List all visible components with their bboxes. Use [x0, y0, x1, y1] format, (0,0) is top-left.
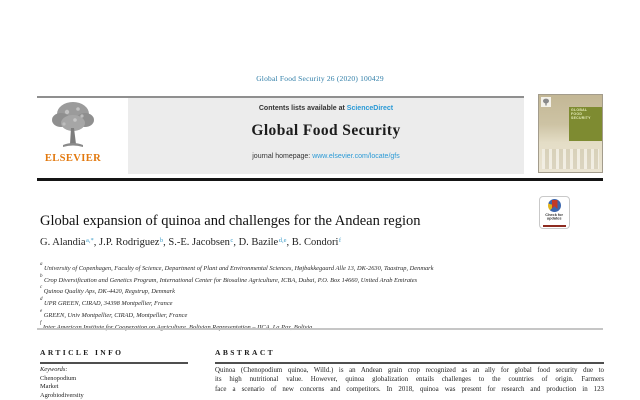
homepage-prefix: journal homepage:: [252, 153, 313, 160]
keyword-list: [40, 375, 188, 400]
keyword-item: Agrobiodiversity: [40, 392, 84, 400]
author-affiliation-marker: a,*: [86, 236, 94, 244]
affiliation-marker: f: [40, 320, 42, 326]
affiliation-marker: b: [40, 273, 43, 279]
cover-title-line: GLOBAL: [570, 108, 587, 112]
affiliation-text: Quinoa Quality Aps, DK-4420, Regstrup, Denmark: [43, 288, 175, 296]
keywords-block: [40, 366, 188, 400]
abstract-rule: [215, 362, 604, 364]
article-title: Global expansion of quinoa and challenges for the Andean region: [40, 213, 421, 229]
keyword-item: Market: [40, 383, 59, 391]
article-info-rule: [40, 362, 188, 364]
sciencedirect-link[interactable]: ScienceDirect: [346, 105, 394, 112]
homepage-line: [128, 153, 524, 160]
affiliation-text: GREEN, Univ Montpellier, CIRAD, Montpellier, France: [43, 312, 188, 319]
masthead-bottom-rule: [37, 178, 603, 181]
author: [168, 237, 238, 248]
author-separator: ,: [286, 237, 292, 248]
affiliation-text: University of Copenhagen, Faculty of Science, Department of Plant and Environmental Sciences, Højbakkegaard Alle 13, DK-2630, Taastrup, Denmark: [44, 265, 434, 273]
homepage-link[interactable]: www.elsevier.com/locate/gfs: [312, 153, 400, 160]
article-info-section: [40, 348, 188, 400]
author: [292, 237, 341, 248]
keyword-item: Chenopodium: [40, 374, 77, 382]
affiliation: [40, 274, 600, 286]
affiliation: [40, 262, 600, 274]
masthead-box: [128, 98, 524, 174]
author-separator: ,: [163, 237, 169, 248]
cover-title-line: SECURITY: [570, 116, 591, 120]
affiliation-marker: a: [40, 262, 43, 267]
crossmark-label-line1: Check for: [545, 212, 564, 217]
cover-title-panel: [569, 107, 602, 142]
elsevier-logo: [40, 100, 106, 174]
author: [99, 237, 168, 248]
contents-line-prefix: Contents lists available at: [258, 105, 347, 112]
affiliation-marker: d: [40, 297, 43, 303]
affiliation-marker: c: [40, 285, 43, 291]
affiliation-text: Crop Diversification and Genetics Program, International Center for Biosaline Agriculture, ICBA, Dubai, P.O. Box 14660, United Arab Emirates: [44, 276, 418, 284]
crossmark-label-line2: updates: [547, 216, 562, 221]
author-separator: ,: [233, 237, 239, 248]
abstract-line: face a scenario of new concerns and competitors. In 2018, quinoa was present for research and production in 123: [215, 385, 604, 393]
journal-title: Global Food Security: [251, 122, 401, 139]
author: [239, 237, 292, 248]
abstract-text: [215, 366, 604, 394]
cover-title: [569, 107, 604, 121]
author: [40, 237, 99, 248]
author-affiliation-marker: b: [159, 236, 164, 244]
affiliation-marker: e: [40, 308, 43, 314]
abstract-line: Quinoa (Chenopodium quinoa, Willd.) is an Andean grain crop recognized as an ally for global food security due to: [215, 367, 604, 374]
author-affiliation-marker: f: [338, 236, 342, 244]
elsevier-wordmark: ELSEVIER: [44, 153, 102, 164]
affiliation: [40, 309, 600, 321]
author-name: G. Alandia: [40, 237, 86, 248]
cover-elsevier-icon: [541, 97, 551, 107]
author-name: B. Condori: [291, 237, 339, 248]
journal-citation: Global Food Security 26 (2020) 100429: [256, 74, 384, 83]
author-name: D. Bazile: [238, 237, 279, 248]
affiliation-text: UPR GREEN, CIRAD, 34398 Montpellier, France: [44, 300, 173, 308]
affiliation: [40, 297, 600, 309]
abstract-section: [215, 348, 604, 394]
abstract-heading: ABSTRACT: [215, 348, 276, 357]
section-divider: [37, 328, 603, 330]
author-name: S.-E. Jacobsen: [168, 237, 230, 248]
author-affiliation-marker: d,e: [278, 236, 287, 244]
author-name: J.P. Rodriguez: [99, 237, 160, 248]
cover-photo-texture: [542, 149, 599, 169]
author-separator: ,: [93, 237, 100, 248]
affiliation: [40, 321, 600, 333]
elsevier-tree-icon: [49, 100, 97, 152]
author-affiliation-marker: c: [230, 236, 234, 244]
journal-cover-thumbnail: [538, 94, 603, 173]
affiliation: [40, 285, 600, 297]
article-info-heading: ARTICLE INFO: [40, 348, 124, 357]
keywords-label: Keywords:: [40, 366, 68, 373]
contents-line: [128, 105, 524, 112]
cover-title-line: FOOD: [570, 112, 582, 116]
abstract-line: its high nutritional value. However, quinoa globalization entails challenges to the countries of origin. Farmers: [215, 376, 604, 384]
author-list: [40, 237, 600, 248]
affiliation-list: [40, 262, 600, 332]
crossmark-bookmark-icon: [552, 200, 558, 209]
